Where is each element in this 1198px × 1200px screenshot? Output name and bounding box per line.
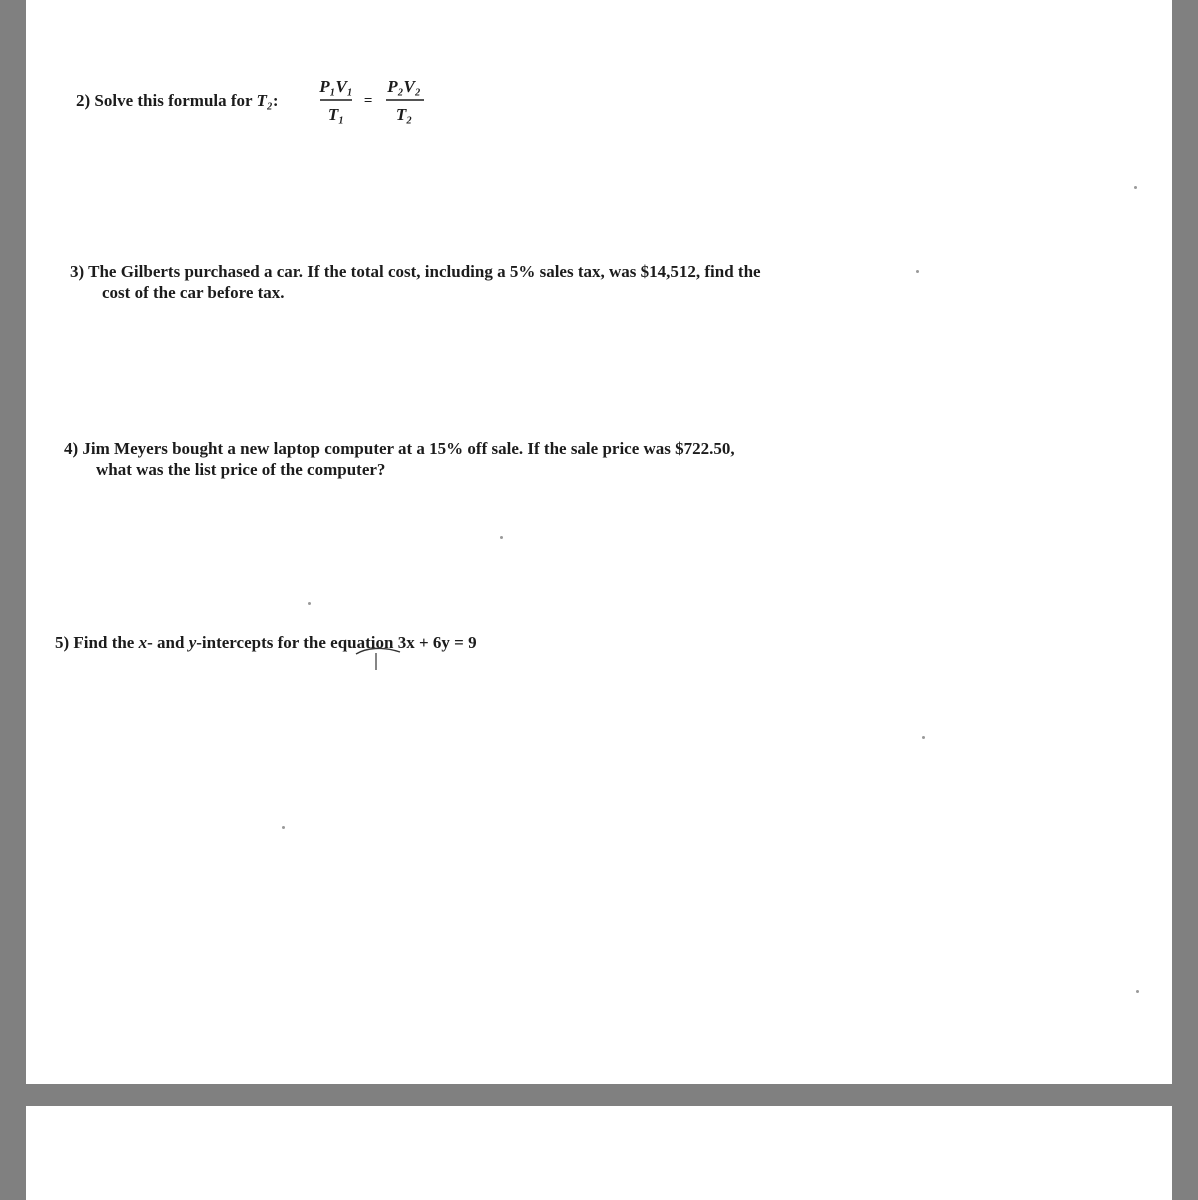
question-4 [64,438,735,480]
question-3-number: 3) [70,262,85,281]
question-5 [55,632,477,653]
question-5-x-variable: x [138,633,148,652]
scan-speck [916,270,919,273]
worksheet-page [26,0,1172,1084]
question-2-number: 2) [76,91,91,110]
formula-rhs-denominator: T₂ [395,105,413,124]
scan-speck [282,826,285,829]
question-2-text: Solve this formula for [94,91,257,110]
question-3-line-2: cost of the car before tax. [102,283,285,302]
scan-speck [922,736,925,739]
question-5-text-after: -intercepts for the equation [196,633,398,652]
scan-speck [1134,186,1137,189]
question-3-line-1: The Gilberts purchased a car. If the total cost, including a 5% sales tax, was $14,512, find the [88,262,761,281]
question-5-y-variable: y [188,633,197,652]
scan-speck [1136,990,1139,993]
question-5-text-mid: - and [147,633,189,652]
question-4-number: 4) [64,439,79,458]
question-4-line-2: what was the list price of the computer? [96,460,386,479]
next-page [26,1106,1172,1200]
formula-equals: = [363,93,373,109]
question-2 [76,90,279,111]
scan-speck [308,602,311,605]
question-5-text-before: Find the [73,633,139,652]
formula-rhs-numerator: P₂V₂ [387,77,421,96]
question-3 [70,261,761,303]
formula-lhs-numerator: P₁V₁ [319,77,353,96]
scan-speck [500,536,503,539]
question-5-equation: 3x + 6y = 9 [397,633,477,652]
formula-lhs-denominator: T₁ [327,105,345,124]
gas-law-formula [318,70,438,132]
question-5-number: 5) [55,633,70,652]
question-4-line-1: Jim Meyers bought a new laptop computer at a 15% off sale. If the sale price was $722.50, [82,439,735,458]
question-2-colon: : [272,91,279,110]
question-2-variable: T₂ [256,91,273,110]
pen-scribble-mark [352,640,412,670]
